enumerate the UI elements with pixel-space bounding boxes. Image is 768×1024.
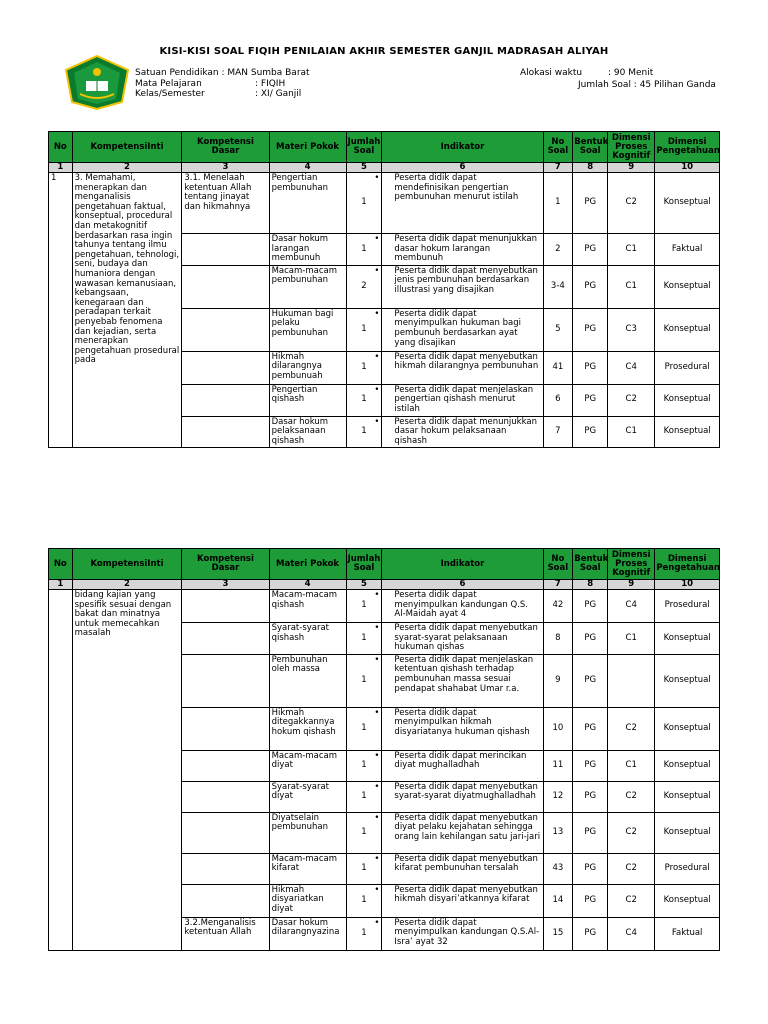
colnum: 7 — [543, 580, 573, 590]
jumlah-cell: 1 — [346, 590, 382, 623]
no-soal-cell: 43 — [543, 853, 573, 884]
kisi-kisi-table-1 — [48, 131, 720, 448]
materi-cell: Syarat-syarat qishash — [269, 623, 346, 655]
kompetensi-dasar-cell — [182, 853, 269, 884]
pengetahuan-cell: Konseptual — [655, 654, 720, 707]
indikator-label: Peserta didik dapat mendefinisikan pengertian pembunuhan menurut istilah — [394, 173, 519, 203]
pengetahuan-cell: Konseptual — [655, 265, 720, 308]
alokasi-label: Alokasi waktu — [520, 68, 583, 78]
materi-cell: Hukuman bagi pelaku pembunuhan — [269, 308, 346, 351]
jumlah-cell: 2 — [346, 265, 382, 308]
no-soal-cell: 1 — [543, 173, 573, 234]
indikator-cell — [374, 351, 543, 384]
indikator-text — [374, 173, 540, 203]
colnum: 9 — [608, 163, 655, 173]
bentuk-cell: PG — [573, 173, 608, 234]
no-soal-cell: 11 — [543, 750, 573, 781]
indikator-text — [374, 234, 540, 264]
bentuk-cell: PG — [573, 781, 608, 812]
indikator-cell — [374, 654, 543, 707]
kompetensi-dasar-cell: 3.1. Menelaah ketentuan Allah tentang jinayat dan hikmahnya — [182, 173, 269, 234]
kompetensi-dasar-cell: 3.2.Menganalisis ketentuan Allah — [182, 917, 269, 950]
col-indikator: Indikator — [382, 549, 543, 580]
indikator-text — [374, 750, 540, 771]
materi-cell: Pengertian pembunuhan — [269, 173, 346, 234]
jumlah-cell: 1 — [346, 654, 382, 707]
kelas-value: : XI/ Ganjil — [255, 89, 302, 99]
col-proses: Dimensi Proses Kognitif — [608, 549, 655, 580]
indikator-text — [374, 884, 540, 905]
no-soal-cell: 3-4 — [543, 265, 573, 308]
col-materi: Materi Pokok — [269, 132, 346, 163]
colnum: 9 — [608, 580, 655, 590]
colnum: 2 — [72, 580, 182, 590]
jumlah-cell: 1 — [346, 853, 382, 884]
kompetensi-dasar-cell — [182, 707, 269, 750]
no-soal-cell: 7 — [543, 416, 573, 448]
bentuk-cell: PG — [573, 812, 608, 853]
indikator-cell — [374, 590, 543, 623]
jumlah-cell: 1 — [346, 917, 382, 950]
indikator-text — [374, 265, 540, 296]
jumlah-cell: 1 — [346, 173, 382, 234]
colnum: 6 — [382, 580, 543, 590]
col-no-soal: No Soal — [543, 549, 573, 580]
kompetensi-dasar-cell — [182, 351, 269, 384]
alokasi-value: : 90 Menit — [608, 68, 654, 78]
jumlah-cell: 1 — [346, 351, 382, 384]
kompetensi-dasar-cell — [182, 654, 269, 707]
jumlah-cell: 1 — [346, 416, 382, 448]
no-soal-cell: 42 — [543, 590, 573, 623]
colnum: 6 — [382, 163, 543, 173]
no-soal-cell: 6 — [543, 384, 573, 416]
colnum: 5 — [346, 580, 382, 590]
indikator-text — [374, 623, 540, 653]
materi-cell: Macam-macam kifarat — [269, 853, 346, 884]
col-no-soal: No Soal — [543, 132, 573, 163]
colnum: 7 — [543, 163, 573, 173]
indikator-cell — [374, 707, 543, 750]
indikator-label: Peserta didik dapat menyebutkan syarat-syarat diyatmughalladhah — [394, 781, 538, 802]
jumlah-cell: 1 — [346, 308, 382, 351]
colnum: 3 — [182, 580, 269, 590]
bullet-icon: • — [374, 173, 380, 183]
bullet-icon: • — [374, 884, 380, 895]
jumlah-cell: 1 — [346, 707, 382, 750]
indikator-text — [374, 416, 540, 447]
indikator-label: Peserta didik dapat merincikan diyat mughalladhah — [394, 750, 527, 771]
kisi-kisi-table-2 — [48, 548, 720, 951]
colnum: 8 — [573, 580, 608, 590]
school-info — [135, 68, 310, 100]
proses-cell: C1 — [608, 234, 655, 266]
indikator-label: Peserta didik dapat menyimpulkan kandungan Q.S. Al-Maidah ayat 4 — [394, 590, 528, 620]
materi-cell: Syarat-syarat diyat — [269, 781, 346, 812]
col-ki: KompetensiInti — [72, 549, 182, 580]
indikator-cell — [374, 917, 543, 950]
no-soal-cell: 10 — [543, 707, 573, 750]
proses-cell: C4 — [608, 917, 655, 950]
jumlah-cell: 1 — [346, 623, 382, 655]
proses-cell: C2 — [608, 173, 655, 234]
bentuk-cell: PG — [573, 416, 608, 448]
indikator-label: Peserta didik dapat menyebutkan hikmah dilarangnya pembunuhan — [394, 351, 539, 372]
pengetahuan-cell: Konseptual — [655, 384, 720, 416]
pengetahuan-cell: Konseptual — [655, 707, 720, 750]
materi-cell: Macam-macam qishash — [269, 590, 346, 623]
col-bentuk: Bentuk Soal — [573, 549, 608, 580]
bullet-icon: • — [374, 781, 380, 792]
no-soal-cell: 8 — [543, 623, 573, 655]
no-soal-cell: 41 — [543, 351, 573, 384]
bullet-icon: • — [374, 590, 380, 600]
kompetensi-dasar-cell — [182, 750, 269, 781]
pengetahuan-cell: Konseptual — [655, 173, 720, 234]
indikator-cell — [374, 308, 543, 351]
bentuk-cell: PG — [573, 884, 608, 917]
no-soal-cell: 9 — [543, 654, 573, 707]
bullet-icon: • — [374, 308, 380, 319]
materi-cell: Macam-macam diyat — [269, 750, 346, 781]
indikator-text — [374, 590, 540, 620]
proses-cell: C3 — [608, 308, 655, 351]
proses-cell: C1 — [608, 750, 655, 781]
bentuk-cell: PG — [573, 590, 608, 623]
materi-cell: Dasar hokum larangan membunuh — [269, 234, 346, 266]
bentuk-cell: PG — [573, 707, 608, 750]
proses-cell: C1 — [608, 416, 655, 448]
kompetensi-inti-cell: 3. Memahami, menerapkan dan menganalisis pengetahuan faktual, konseptual, procedural dan metakognitif berdasarkan rasa ingin tahunya tentang ilmu pengetahuan, tehnologi, seni, budaya dan humaniora dengan wawasan kemanusiaan, kebangsaan, kenegaraan dan peradapan terkait penyebab fenomena dan kejadian, serta menerapkan pengetahuan prosedural pada — [72, 173, 182, 448]
colnum: 4 — [269, 580, 346, 590]
materi-cell: Dasar hokum dilarangnyazina — [269, 917, 346, 950]
table-row — [49, 173, 720, 234]
indikator-cell — [374, 265, 543, 308]
indikator-cell — [374, 884, 543, 917]
indikator-label: Peserta didik dapat menyebutkan hikmah disyari’atkannya kifarat — [394, 884, 538, 905]
document-title: KISI-KISI SOAL FIQIH PENILAIAN AKHIR SEMESTER GANJIL MADRASAH ALIYAH — [159, 46, 609, 57]
proses-cell: C2 — [608, 853, 655, 884]
col-pengetahuan: Dimensi Pengetahuan — [655, 549, 720, 580]
kompetensi-dasar-cell — [182, 623, 269, 655]
col-no: No — [49, 549, 73, 580]
proses-cell: C1 — [608, 265, 655, 308]
materi-cell: Hikmah ditegakkannya hokum qishash — [269, 707, 346, 750]
no-soal-cell: 12 — [543, 781, 573, 812]
indikator-text — [374, 917, 540, 948]
jumlah-cell: 1 — [346, 750, 382, 781]
proses-cell: C1 — [608, 623, 655, 655]
bullet-icon: • — [374, 812, 380, 823]
col-no: No — [49, 132, 73, 163]
indikator-label: Peserta didik dapat menyimpulkan kandungan Q.S.Al-Isra’ ayat 32 — [394, 917, 540, 947]
pengetahuan-cell: Faktual — [655, 234, 720, 266]
indikator-cell — [374, 812, 543, 853]
bentuk-cell: PG — [573, 654, 608, 707]
bentuk-cell: PG — [573, 351, 608, 384]
pengetahuan-cell: Konseptual — [655, 623, 720, 655]
bentuk-cell: PG — [573, 917, 608, 950]
indikator-text — [374, 812, 541, 843]
jumlah-cell: 1 — [346, 812, 382, 853]
bentuk-cell: PG — [573, 234, 608, 266]
col-ki: KompetensiInti — [72, 132, 182, 163]
kompetensi-dasar-cell — [182, 781, 269, 812]
mapel-label: Mata Pelajaran — [135, 78, 202, 89]
indikator-cell — [374, 781, 543, 812]
colnum: 1 — [49, 580, 73, 590]
bullet-icon: • — [374, 707, 380, 718]
bentuk-cell: PG — [573, 308, 608, 351]
jumlah-cell: 1 — [346, 781, 382, 812]
colnum: 5 — [346, 163, 382, 173]
pengetahuan-cell: Faktual — [655, 917, 720, 950]
bentuk-cell: PG — [573, 750, 608, 781]
indikator-label: Peserta didik dapat menjelaskan pengertian qishash menurut istilah — [394, 384, 534, 414]
proses-cell: C4 — [608, 590, 655, 623]
proses-cell: C2 — [608, 781, 655, 812]
pengetahuan-cell: Prosedural — [655, 351, 720, 384]
kompetensi-dasar-cell — [182, 812, 269, 853]
indikator-label: Peserta didik dapat menunjukkan dasar hokum larangan membunuh — [394, 234, 537, 264]
bullet-icon: • — [374, 654, 380, 665]
no-soal-cell: 14 — [543, 884, 573, 917]
kompetensi-inti-cell: bidang kajian yang spesifik sesuai dengan bakat dan minatnya untuk memecahkan masalah — [72, 590, 182, 951]
bullet-icon: • — [374, 853, 380, 864]
kompetensi-dasar-cell — [182, 308, 269, 351]
indikator-cell — [374, 384, 543, 416]
pengetahuan-cell: Konseptual — [655, 781, 720, 812]
indikator-text — [374, 384, 540, 415]
no-soal-cell: 15 — [543, 917, 573, 950]
proses-cell: C2 — [608, 707, 655, 750]
kompetensi-dasar-cell — [182, 416, 269, 448]
kompetensi-dasar-cell — [182, 384, 269, 416]
indikator-label: Peserta didik dapat menjelaskan ketentuan qishash terhadap pembunuhan massa sesuai pendapat shahabat Umar r.a. — [394, 654, 534, 694]
bullet-icon: • — [374, 351, 380, 362]
bullet-icon: • — [374, 416, 380, 427]
indikator-label: Peserta didik dapat menyebutkan diyat pelaku kejahatan sehingga orang lain kehilangan satu jari-jari — [394, 812, 541, 842]
indikator-label: Peserta didik dapat menyimpulkan hikmah disyariatanya hukuman qishash — [394, 707, 530, 737]
col-jumlah: Jumlah Soal — [346, 549, 382, 580]
indikator-text — [374, 654, 540, 694]
proses-cell: C4 — [608, 351, 655, 384]
pengetahuan-cell: Konseptual — [655, 750, 720, 781]
indikator-label: Peserta didik dapat menyebutkan jenis pembunuhan berdasarkan illustrasi yang disajikan — [394, 265, 538, 295]
bullet-icon: • — [374, 234, 380, 244]
bentuk-cell: PG — [573, 265, 608, 308]
bullet-icon: • — [374, 265, 380, 276]
jumlah-cell: 1 — [346, 234, 382, 266]
jumlah-cell: 1 — [346, 384, 382, 416]
indikator-text — [374, 351, 540, 372]
colnum: 4 — [269, 163, 346, 173]
kompetensi-dasar-cell — [182, 234, 269, 266]
kelas-label: Kelas/Semester — [135, 89, 205, 99]
indikator-label: Peserta didik dapat menyebutkan syarat-syarat pelaksanaan hukuman qishas — [394, 623, 538, 653]
mapel-value: : FIQIH — [255, 78, 286, 89]
indikator-label: Peserta didik dapat menyebutkan kifarat pembunuhan tersalah — [394, 853, 538, 874]
satuan-pendidikan: Satuan Pendidikan : MAN Sumba Barat — [135, 68, 310, 78]
col-indikator: Indikator — [382, 132, 543, 163]
bentuk-cell: PG — [573, 384, 608, 416]
indikator-cell — [374, 750, 543, 781]
alokasi-waktu — [520, 68, 653, 79]
col-proses: Dimensi Proses Kognitif — [608, 132, 655, 163]
pengetahuan-cell: Konseptual — [655, 884, 720, 917]
indikator-cell — [374, 234, 543, 266]
kompetensi-dasar-cell — [182, 590, 269, 623]
materi-cell: Pengertian qishash — [269, 384, 346, 416]
pengetahuan-cell: Konseptual — [655, 416, 720, 448]
indikator-text — [374, 853, 540, 874]
kompetensi-dasar-cell — [182, 265, 269, 308]
no-soal-cell: 13 — [543, 812, 573, 853]
materi-cell: Hikmah disyariatkan diyat — [269, 884, 346, 917]
no-soal-cell: 2 — [543, 234, 573, 266]
materi-cell: Macam-macam pembunuhan — [269, 265, 346, 308]
proses-cell: C2 — [608, 884, 655, 917]
proses-cell: C2 — [608, 384, 655, 416]
indikator-label: Peserta didik dapat menyimpulkan hukuman bagi pembunuh berdasarkan ayat yang disajikan — [394, 308, 521, 348]
col-materi: Materi Pokok — [269, 549, 346, 580]
bullet-icon: • — [374, 384, 380, 395]
jumlah-cell: 1 — [346, 884, 382, 917]
indikator-text — [374, 707, 540, 738]
kemenag-logo-icon — [62, 54, 132, 110]
indikator-cell — [374, 173, 543, 234]
bentuk-cell: PG — [573, 853, 608, 884]
indikator-label: Peserta didik dapat menunjukkan dasar hokum pelaksanaan qishash — [394, 416, 537, 446]
colnum: 10 — [655, 580, 720, 590]
bullet-icon: • — [374, 917, 380, 928]
colnum: 10 — [655, 163, 720, 173]
col-kd: Kompetensi Dasar — [182, 132, 269, 163]
materi-cell: Dasar hokum pelaksanaan qishash — [269, 416, 346, 448]
materi-cell: Pembunuhan oleh massa — [269, 654, 346, 707]
no-cell: 1 — [49, 173, 73, 448]
indikator-text — [374, 781, 540, 802]
bentuk-cell: PG — [573, 623, 608, 655]
indikator-cell — [374, 623, 543, 655]
pengetahuan-cell: Konseptual — [655, 308, 720, 351]
materi-cell: Hikmah dilarangnya pembunuah — [269, 351, 346, 384]
bullet-icon: • — [374, 623, 380, 633]
colnum: 1 — [49, 163, 73, 173]
pengetahuan-cell: Prosedural — [655, 853, 720, 884]
pengetahuan-cell: Konseptual — [655, 812, 720, 853]
col-kd: Kompetensi Dasar — [182, 549, 269, 580]
proses-cell — [608, 654, 655, 707]
colnum: 3 — [182, 163, 269, 173]
indikator-text — [374, 308, 540, 348]
proses-cell: C2 — [608, 812, 655, 853]
colnum: 2 — [72, 163, 182, 173]
jumlah-soal: Jumlah Soal : 45 Pilihan Ganda — [578, 80, 716, 90]
col-jumlah: Jumlah Soal — [346, 132, 382, 163]
no-cell — [49, 590, 73, 951]
no-soal-cell: 5 — [543, 308, 573, 351]
col-bentuk: Bentuk Soal — [573, 132, 608, 163]
indikator-cell — [374, 416, 543, 448]
materi-cell: Diyatselain pembunuhan — [269, 812, 346, 853]
indikator-cell — [374, 853, 543, 884]
col-pengetahuan: Dimensi Pengetahuan — [655, 132, 720, 163]
table-row — [49, 590, 720, 623]
pengetahuan-cell: Prosedural — [655, 590, 720, 623]
kompetensi-dasar-cell — [182, 884, 269, 917]
bullet-icon: • — [374, 750, 380, 761]
colnum: 8 — [573, 163, 608, 173]
